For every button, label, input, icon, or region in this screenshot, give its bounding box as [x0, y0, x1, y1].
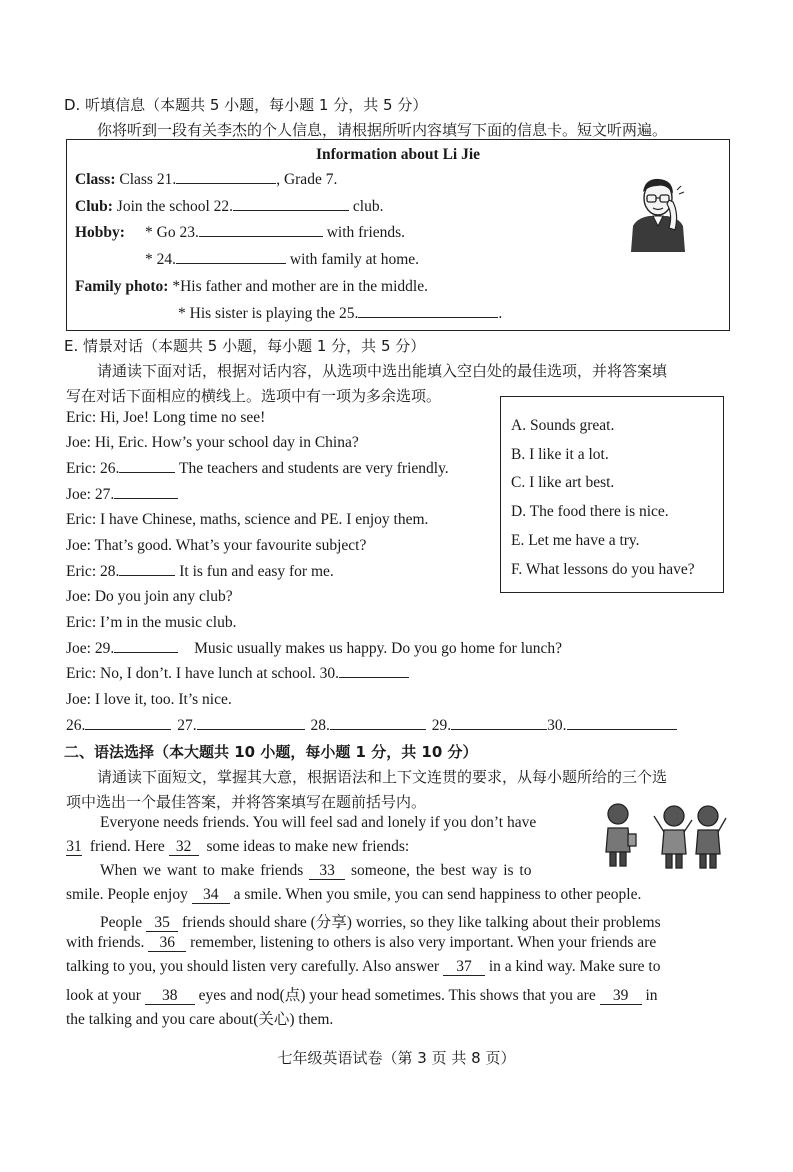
dialogue-text: Eric: 28. [66, 563, 120, 580]
answer-blank-27[interactable] [197, 728, 305, 730]
hobby-label: Hobby: [75, 224, 125, 241]
passage-line [100, 862, 532, 880]
dialogue-text: Eric: No, I don’t. I have lunch at school. 30. [66, 665, 340, 682]
dialogue-text: Joe: 27. [66, 486, 115, 503]
answer-label-27: 27. [177, 717, 197, 734]
passage-text: look at your [66, 987, 141, 1004]
section-d-heading: D. 听填信息（本题共 5 小题，每小题 1 分，共 5 分） [64, 96, 428, 114]
passage-line [66, 958, 660, 976]
passage-line [66, 934, 656, 952]
answer-blank-29[interactable] [451, 728, 547, 730]
passage-text: friends should share (分享) worries, so they like talking about their problems [181, 914, 661, 931]
dialogue-line [66, 460, 449, 478]
blank-28[interactable] [119, 574, 175, 576]
passage-text: People [100, 914, 143, 931]
section-e-instruction-2: 写在对话下面相应的横线上。选项中有一项为多余选项。 [66, 387, 442, 405]
passage-text: someone, the best way is to [351, 862, 532, 879]
blank-30[interactable] [339, 676, 409, 678]
passage-line [66, 886, 641, 904]
blank-22[interactable] [233, 209, 349, 211]
hobby-label-wrap [75, 224, 125, 242]
photo2-pre: * His sister is playing the 25. [178, 305, 359, 322]
blank-38[interactable]: 38 [145, 988, 195, 1005]
three-kids-illustration [600, 800, 730, 872]
dialogue-text: It is fun and easy for me. [179, 563, 334, 580]
answer-label-30: 30. [547, 717, 567, 734]
section-2-instruction-1: 请通读下面短文，掌握其大意，根据语法和上下文连贯的要求，从每小题所给的三个选 [97, 768, 668, 786]
club-post: club. [352, 198, 384, 215]
passage-line: the talking and you care about(关心) them. [66, 1011, 334, 1028]
hobby1-pre: * Go 23. [145, 224, 199, 241]
passage-line [66, 838, 409, 856]
blank-21[interactable] [176, 182, 276, 184]
answer-blank-30[interactable] [567, 728, 677, 730]
answer-label-29: 29. [431, 717, 452, 734]
option-c: C. I like art best. [511, 474, 615, 491]
answer-label-26: 26. [66, 717, 86, 734]
blank-36[interactable]: 36 [148, 935, 186, 952]
dialogue-text: The teachers and students are very friendly. [178, 460, 449, 477]
hobby2-post: with family at home. [289, 251, 420, 268]
option-d: D. The food there is nice. [511, 503, 669, 520]
blank-25[interactable] [358, 316, 498, 318]
class-pre: Class 21. [119, 171, 177, 188]
answer-line [66, 717, 677, 735]
passage-text: some ideas to make new friends: [206, 838, 410, 855]
photo-line-1: *His father and mother are in the middle. [172, 278, 428, 295]
section-2-heading: 二、语法选择（本大题共 10 小题，每小题 1 分，共 10 分） [64, 743, 478, 761]
photo-label: Family photo: [75, 278, 169, 295]
photo-row-1 [75, 278, 428, 296]
blank-39[interactable]: 39 [600, 988, 642, 1005]
page-footer: 七年级英语试卷（第 3 页 共 8 页） [277, 1049, 516, 1067]
boy-with-glasses-illustration [623, 174, 693, 252]
dialogue-line [66, 665, 409, 683]
dialogue-line: Joe: I love it, too. It’s nice. [66, 691, 232, 708]
dialogue-line [66, 563, 334, 581]
dialogue-text: Joe: 29. [66, 640, 115, 657]
dialogue-line: Eric: Hi, Joe! Long time no see! [66, 409, 266, 426]
option-a: A. Sounds great. [511, 417, 615, 434]
info-card-title: Information about Li Jie [315, 146, 481, 163]
section-d-instruction: 你将听到一段有关李杰的个人信息，请根据所听内容填写下面的信息卡。短文听两遍。 [97, 121, 668, 139]
passage-text: eyes and nod(点) your head sometimes. This shows that you are [198, 987, 596, 1004]
section-e-heading: E. 情景对话（本题共 5 小题，每小题 1 分，共 5 分） [64, 337, 426, 355]
blank-27[interactable] [114, 497, 178, 499]
passage-line [66, 983, 658, 1005]
photo-row-2 [178, 305, 502, 323]
passage-line: Everyone needs friends. You will feel sad and lonely if you don’t have [100, 814, 537, 831]
club-row [75, 198, 383, 216]
blank-24[interactable] [176, 262, 286, 264]
dialogue-line [66, 486, 178, 504]
blank-34[interactable]: 34 [192, 887, 230, 904]
section-2-instruction-2: 项中选出一个最佳答案，并将答案填写在题前括号内。 [66, 793, 427, 811]
blank-35[interactable]: 35 [146, 915, 178, 932]
dialogue-line: Joe: Hi, Eric. How’s your school day in China? [66, 434, 359, 451]
blank-32[interactable]: 32 [169, 839, 199, 856]
blank-26[interactable] [119, 471, 175, 473]
hobby-row-2 [145, 251, 419, 269]
answer-label-28: 28. [310, 717, 330, 734]
club-pre: Join the school 22. [116, 198, 234, 215]
options-box [500, 396, 724, 593]
info-card [66, 139, 730, 331]
answer-blank-26[interactable] [85, 728, 171, 730]
dialogue-text: Eric: 26. [66, 460, 120, 477]
class-row [75, 171, 337, 189]
blank-29[interactable] [114, 651, 178, 653]
class-label: Class: [75, 171, 116, 188]
passage-text: talking to you, you should listen very carefully. Also answer [66, 958, 440, 975]
blank-23[interactable] [199, 235, 323, 237]
dialogue-line: Joe: Do you join any club? [66, 588, 233, 605]
passage-text: smile. People enjoy [66, 886, 188, 903]
dialogue-line: Eric: I have Chinese, maths, science and PE. I enjoy them. [66, 511, 429, 528]
club-label: Club: [75, 198, 113, 215]
passage-text: remember, listening to others is also very important. When your friends are [190, 934, 657, 951]
passage-text: with friends. [66, 934, 145, 951]
passage-line [100, 910, 661, 932]
blank-37[interactable]: 37 [443, 959, 485, 976]
passage-text: a smile. When you smile, you can send happiness to other people. [233, 886, 642, 903]
dialogue-line [66, 640, 562, 658]
dialogue-line: Joe: That’s good. What’s your favourite subject? [66, 537, 367, 554]
hobby-row-1 [145, 224, 405, 242]
passage-text: in a kind way. Make sure to [488, 958, 661, 975]
photo2-post: . [498, 305, 503, 322]
blank-31[interactable]: 31 [66, 838, 82, 855]
option-b: B. I like it a lot. [511, 446, 609, 463]
passage-text: When we want to make friends [100, 862, 304, 879]
dialogue-line: Eric: I’m in the music club. [66, 614, 237, 631]
option-e: E. Let me have a try. [511, 532, 640, 549]
hobby1-post: with friends. [326, 224, 406, 241]
passage-text: friend. Here [89, 838, 165, 855]
passage-text: in [645, 987, 658, 1004]
blank-33[interactable]: 33 [309, 863, 345, 880]
hobby2-pre: * 24. [145, 251, 176, 268]
section-e-instruction-1: 请通读下面对话，根据对话内容，从选项中选出能填入空白处的最佳选项，并将答案填 [97, 362, 668, 380]
answer-blank-28[interactable] [330, 728, 426, 730]
option-f: F. What lessons do you have? [511, 561, 695, 578]
class-post: , Grade 7. [276, 171, 338, 188]
dialogue-text: Music usually makes us happy. Do you go home for lunch? [194, 640, 563, 657]
